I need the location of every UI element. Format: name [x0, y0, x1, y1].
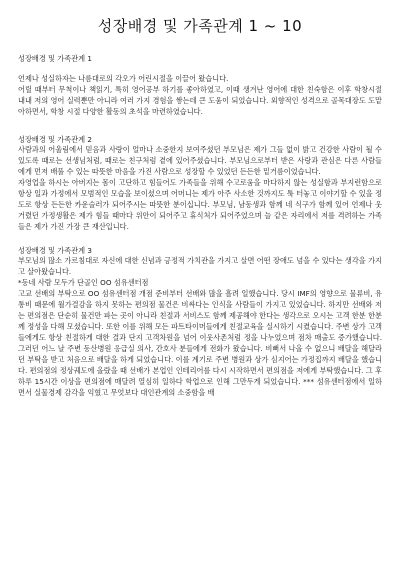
paragraph: *동네 사람 모두가 단골인 OO 섬유센터점: [18, 278, 149, 287]
paragraph: 사람과의 어울림에서 믿음과 사랑이 얼마나 소중한지 보여주셨던 부모님은 제가 그들 없이 밝고 건강한 사람이 될 수 있도록 때로는 선생님처럼, 때로는 친구처럼 곁에 있어주셨습니다. 부모님으로부터 받은 사랑과 관심은 다른 사람들에게 먼저 배풀 수 있는 따뜻한 마음을 가진 사람으로 성장할 수 있었던 든든한 밑거름이었습니다.: [18, 145, 382, 176]
section-heading: 성장배경 및 가족관계 2: [18, 135, 92, 144]
section-2: [18, 135, 382, 232]
spacer: [18, 117, 382, 127]
section-heading: 성장배경 및 가족관계 1: [18, 54, 92, 63]
paragraph: 언제나 성실하자는 나름대로의 각오가 어린시절을 이끌어 왔습니다.: [18, 74, 229, 83]
paragraph: 자영업을 하시는 아버지는 몸이 고단하고 힘들어도 가족들을 위해 수고로움을 마다하지 않는 성실함과 부지런함으로 항상 일과 가정에서 모범적인 모습을 보이셨으며 어머니는 제가 아주 사소한 것까지도 툭 터놓고 이야기할 수 있을 정도로 항상 든든한 카운슬러가 되어주시는 따뜻한 분이십니다. 부모님, 남동생과 함께 네 식구가 함께 있어 언제나 웃거렸던 가정생활은 제가 힘들 때마다 위안이 되어주고 휴식처가 되어주었으며 늘 같은 자리에서 저를 격려하는 가족들은 제가 가진 가장 큰 재산입니다.: [18, 178, 382, 231]
document-title: 성장배경 및 가족관계 1 ~ 10: [97, 17, 303, 35]
paragraph: 부모님의 많소 가르침대로 자신에 대한 신념과 긍정적 가치관을 가지고 살면 어떤 장애도 넘을 수 있다는 생각을 가지고 살아왔습니다.: [18, 256, 382, 276]
spacer: [18, 232, 382, 238]
paragraph: 고교 선배의 부탁으로 OO 섬유센터점 개점 준비부터 선배와 많을 흘려 일했습니다. 당시 IMF의 영향으로 물류비, 유통비 때문에 월가결감을 하지 못하는 편의점 물건은 비싸다는 인식을 사람들이 가지고 있었습니다. 하지만 선배와 저는 편의점은 단순히 물건만 파는 곳이 아니라 친절과 서비스도 함께 제공해야 한다는 생각으로 오시는 고객 한분 한분께 정성을 다해 모셨습니다. 또한 이를 위해 모든 파트타이머들에게 친절교육을 실시하기 시켰습니다. 주변 상가 고객들에게도 항상 친절하게 대한 결과 단지 고객차원을 넘어 이웃사촌처럼 정을 나누었으며 점차 매출도 증가했습니다. 그러던 어느 날 주변 동산병원 응급실 의사, 간호사 분들에게 전화가 왔습니다. 비뻐서 나올 수 없으니 배달을 해달라던 부탁을 받고 처음으로 배달을 하게 되었습니다. 이를 계기로 주변 병원과 상가 심지어는 가정집까지 배달을 했습니다. 편의점의 정상궤도에 올랐을 때 선배가 본업인 인테리어를 다시 시작하면서 편의점을 저에게 부탁했습니다. 그 후 하루 15시간 이상을 편의점에 매달려 열심히 일하다 학업으로 인해 그만두게 되었습니다. *** 섬유센터점에서 일하면서 실물경제 감각을 익혔고 무엇보다 대인관계의 소중함을 배: [18, 289, 382, 397]
spacer: [18, 63, 382, 73]
paragraph: 어릴 때부터 무척이나 책읽기, 특히 영어공부 하기를 좋아하였고, 이때 생겨난 영어에 대한 친숙함은 이후 학창시절 내내 저의 영어 실력뿐만 아니라 여러 가지 경험을 쌓는데 큰 도움이 되었습니다. 외향적인 성격으로 골목대장도 도맡아하면서, 학창 시절 다양한 활동의 초석을 마련하였습니다.: [18, 85, 382, 116]
section-3: [18, 246, 382, 398]
section-heading: 성장배경 및 가족관계 3: [18, 246, 92, 255]
section-1: [18, 54, 382, 117]
spacer: [18, 36, 382, 46]
